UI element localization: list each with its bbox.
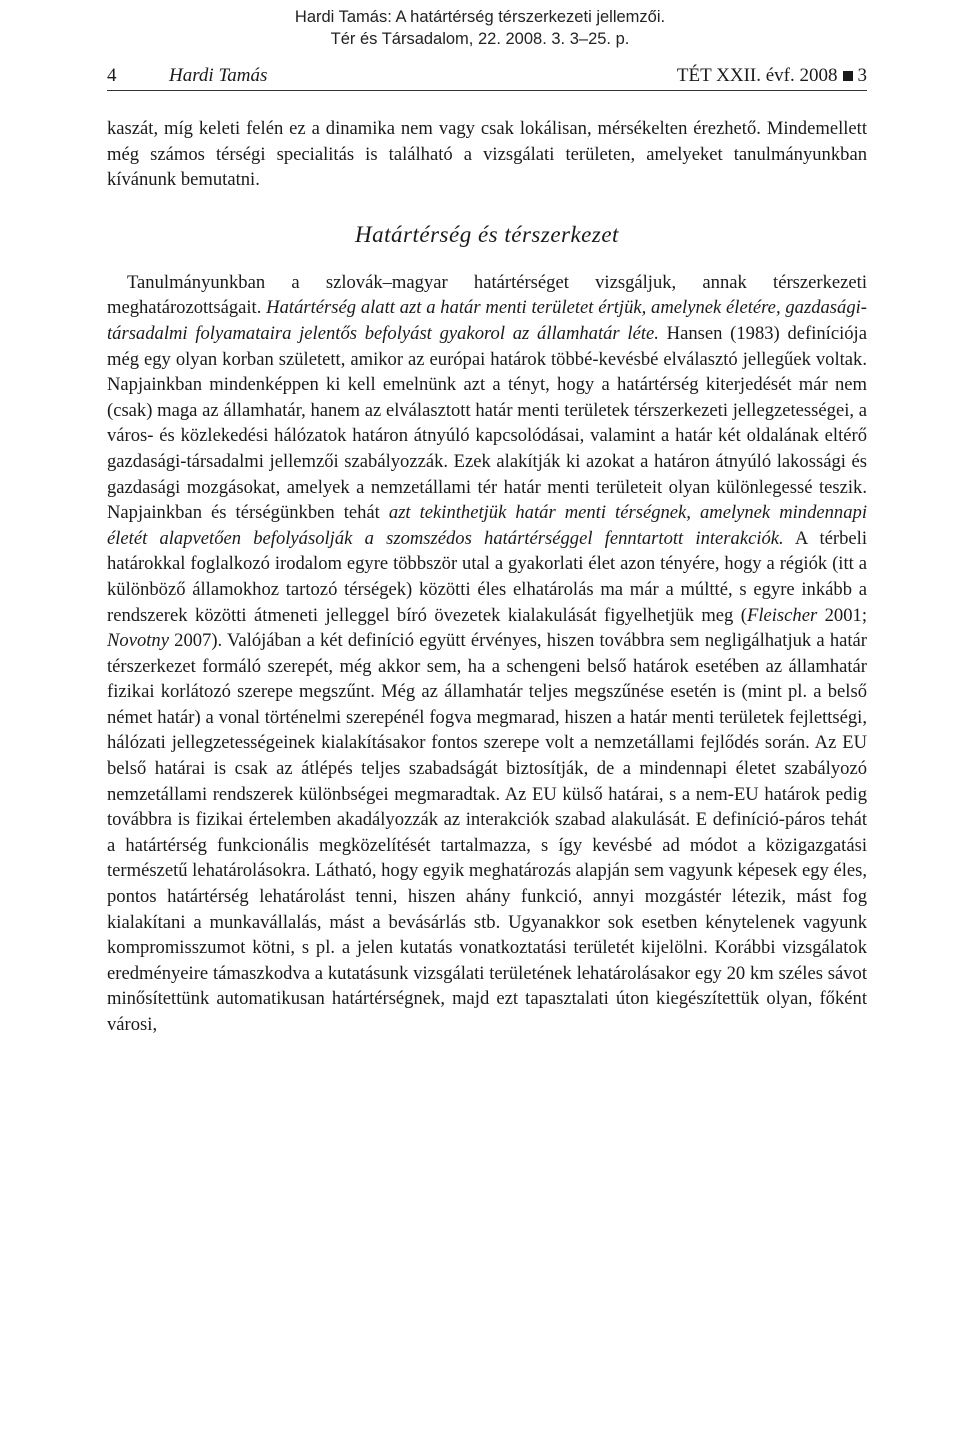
definition-emphasis: azt tekinthetjük határ menti térségnek, amelynek mindennapi életét alapvetően befolyásolják a szomszédos határtérséggel fenntartott interakciók. — [107, 502, 867, 549]
running-head — [107, 64, 867, 91]
citation-author: Fleischer — [746, 604, 818, 626]
paragraph-text: 2007). Valójában a két definíció együtt érvényes, hiszen továbbra sem negligálhatjuk a határ térszerkezet formáló szerepét, még akkor sem, ha a schengeni belső határok esetében az államhatár fizikai korlátozó szerepe megszűnt. Még az államhatár teljes megszűnése esetén is (mint pl. a belső német határ) a vonal történelmi szerepénél fogva megmarad, hiszen a határ menti területek fejlettségi, hálózati jellegzetességeinek kialakításakor fontos szerepe volt a nemzetállami fejlődés során. Az EU belső határai is csak az átlépés teljes szabadságát biztosítják, de a mindennapi életet szabályozó nemzetállami rendszerek különbségei megmaradtak. Az EU külső határai, s a nem-EU határok pedig továbbra is fizikai értelemben akadályozzák az interakciók szabad alakulását. E definíció-páros tehát a határtérség funkcionális megközelítését tartalmazza, s így kevésbé ad módot a közigazgatási természetű lehatárolásokra. Látható, hogy egyik meghatározás alapján sem vagyunk képesek egy éles, pontos határtérség lehatárolást tenni, hiszen ahány funkció, annyi mozgástér létezik, mást fog kialakítani a munkavállalás, mást a bevásárlás stb. Ugyanakkor sok esetben kénytelenek vagyunk kompromisszumot kötni, s pl. a jelen kutatás vonatkoztatási területét kijelölni. Korábbi vizsgálatok eredményeire támaszkodva a kutatásunk vizsgálati területének lehatárolásakor egy 20 km széles sávot minősítettünk automatikusan határtérségnek, majd ezt tapasztalati úton kiegészítettük olyan, főként városi, — [107, 630, 867, 1035]
citation-year: 2001; — [817, 604, 867, 626]
paragraph-text: Hansen (1983) definíciója még egy olyan korban született, amikor az európai határok többé-kevésbé elválasztó jellegűek voltak. Napjainkban mindenképpen ki kell emelnünk azt a tényt, hogy a határtérség kiterjedését már nem (csak) maga az államhatár, hanem az elválasztott határ menti területek térszerkezeti jellegzetességei, a város- és közlekedési hálózatok határon átnyúló kapcsolódásai, valamint a határ két oldalának eltérő gazdasági-társadalmi jellemzői szabályozzák. Ezek alakítják ki azokat a határon átnyúló lakossági és gazdasági mozgásokat, amelyek a nemzetállami tér határ menti területeit olyan különlegessé teszik. Napjainkban és térségünkben tehát — [107, 322, 867, 524]
main-paragraph — [107, 270, 867, 1038]
paragraph-text: Tanulmányunkban a szlovák–magyar határtérséget vizsgáljuk, annak térszerkezeti meghatározottságait. — [107, 271, 867, 319]
black-square-icon — [843, 71, 853, 81]
paragraph-text: A térbeli határokkal foglalkozó irodalom egyre többször utal a gyakorlati élet azon tényére, hogy a régiók (itt a különböző államokhoz tartozó térségek) közötti éles elhatárolás ma már a múltté, s egyre inkább a rendszerek közötti átmeneti jelleggel bíró övezetek kialakulását figyelhetjük meg ( — [107, 527, 867, 626]
running-head-journal — [677, 64, 867, 88]
page-body — [107, 116, 867, 1038]
journal-name: TÉT XXII. évf. 2008 — [676, 65, 838, 86]
running-head-author: Hardi Tamás — [169, 65, 268, 86]
definition-emphasis: Határtérség alatt azt a határ menti területet értjük, amelynek életére, gazdasági-társadalmi folyamataira jelentős befolyást gyakorol az államhatár léte. — [107, 297, 867, 344]
intro-paragraph: kaszát, míg keleti felén ez a dinamika nem vagy csak lokálisan, mérsékelten érezhető. Mindemellett még számos térségi specialitás is található a vizsgálati területen, amelyeket tanulmányunkban kívánunk bemutatni. — [107, 118, 867, 191]
section-title: Határtérség és térszerkezet — [355, 221, 619, 247]
citation-line-2: Tér és Társadalom, 22. 2008. 3. 3–25. p. — [330, 30, 630, 48]
citation-header — [0, 6, 960, 50]
issue-number: 3 — [857, 65, 867, 86]
page-number: 4 — [107, 65, 117, 86]
citation-line-1: Hardi Tamás: A határtérség térszerkezeti jellemzői. — [294, 8, 666, 26]
citation-author: Novotny — [107, 630, 169, 652]
